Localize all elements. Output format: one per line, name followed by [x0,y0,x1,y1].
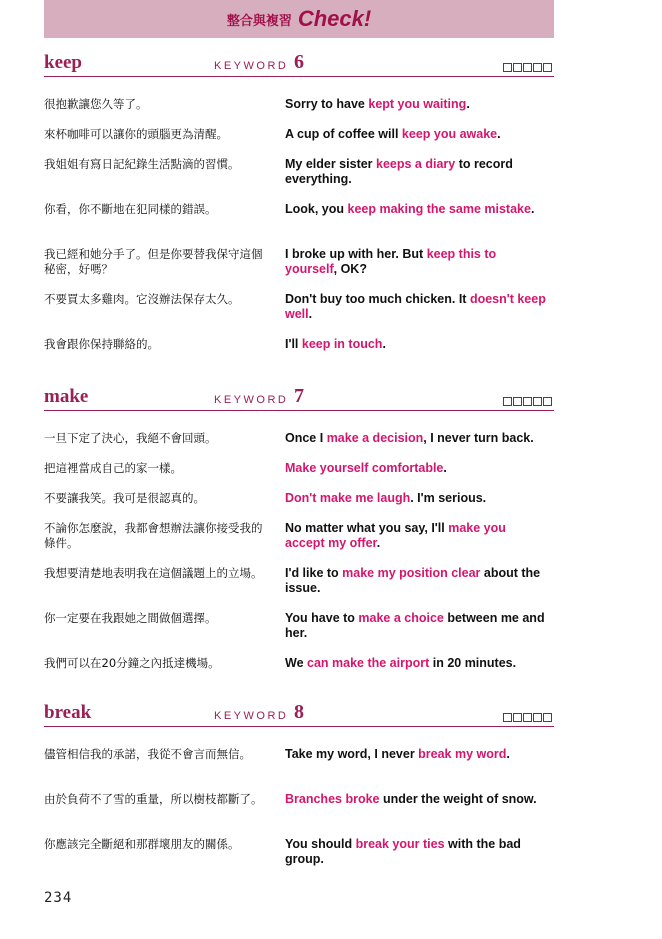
section-keep [44,51,554,351]
chinese-sentence: 你一定要在我跟她之間做個選擇。 [44,611,217,625]
review-checkbox[interactable] [503,63,512,72]
review-checkbox[interactable] [503,713,512,722]
header-title-en: Check! [297,6,372,31]
highlighted-phrase: Make yourself comfortable [285,461,444,475]
section-break [44,701,554,866]
section-header [44,52,554,77]
english-sentence [285,656,547,671]
english-sentence [285,566,547,596]
sentence-text: I broke up with her. But [285,247,427,261]
review-checkbox[interactable] [523,63,532,72]
sentence-text: in 20 minutes. [429,656,517,670]
keyword-label: KEYWORD [214,394,289,406]
chinese-sentence: 我已經和她分手了。但是你要替我保守這個秘密，好嗎？ [44,247,263,276]
english-sentence [285,337,547,352]
chinese-sentence: 我姐姐有寫日記紀錄生活點滴的習慣。 [44,157,240,171]
keyword-title: make [44,386,89,407]
keyword-number: 8 [294,701,304,723]
english-sentence [285,202,547,217]
highlighted-phrase: can make the airport [307,656,430,670]
keyword-title: keep [44,52,82,73]
sentence-text: , I never turn back. [423,431,534,445]
section-header [44,702,554,727]
chinese-sentence: 我們可以在20分鐘之內抵達機場。 [44,656,220,670]
sentence-text: with the bad group. [285,837,521,866]
sentence-text: My elder sister [285,157,377,171]
sentence-text: Once I [285,431,327,445]
english-sentence [285,247,547,277]
highlighted-phrase: keep making the same mistake [347,202,531,216]
review-checkbox[interactable] [543,63,552,72]
highlighted-phrase: Don't make me laugh [285,491,411,505]
review-checkbox[interactable] [513,713,522,722]
review-checkbox[interactable] [513,397,522,406]
english-sentence [285,837,547,867]
sentence-text: . [497,127,501,141]
sentence-text: about the issue. [285,566,541,595]
review-checkboxes [503,713,552,722]
page-number: 234 [44,890,73,906]
review-checkbox[interactable] [543,397,552,406]
section-make [44,385,554,670]
header-title-zh: 整合與複習 [226,13,292,29]
highlighted-phrase: keep this to yourself [285,247,497,276]
sentence-text: . [466,97,470,111]
english-sentence [285,97,547,112]
sentence-text: between me and her. [285,611,545,640]
chinese-sentence: 你應該完全斷絕和那群壞朋友的關係。 [44,837,240,851]
chinese-sentence: 來杯咖啡可以讓你的頭腦更為清醒。 [44,127,228,141]
review-checkbox[interactable] [503,397,512,406]
sentence-text: to record everything. [285,157,513,186]
sentence-text: Don't buy too much chicken. It [285,292,470,306]
chinese-sentence: 我會跟你保持聯絡的。 [44,337,159,351]
review-checkbox[interactable] [533,713,542,722]
sentence-text: No matter what you say, I'll [285,521,449,535]
sentence-text: Sorry to have [285,97,369,111]
english-sentence [285,747,547,762]
sentence-text: We [285,656,307,670]
sentence-text: . I'm serious. [410,491,487,505]
highlighted-phrase: break my word [418,747,507,761]
english-sentence [285,611,547,641]
review-checkbox[interactable] [513,63,522,72]
section-header [44,386,554,411]
keyword-number: 7 [294,385,304,407]
chinese-sentence: 你看，你不斷地在犯同樣的錯誤。 [44,202,217,216]
sentence-text: Take my word, I never [285,747,419,761]
review-checkbox[interactable] [543,713,552,722]
highlighted-phrase: keep in touch [301,337,383,351]
sentence-text: You have to [285,611,359,625]
highlighted-phrase: kept you waiting [368,97,467,111]
chinese-sentence: 由於負荷不了雪的重量，所以樹枝都斷了。 [44,792,263,806]
sentence-text: . [382,337,386,351]
review-checkboxes [503,397,552,406]
review-checkbox[interactable] [533,397,542,406]
header-banner [44,0,554,38]
sentence-text: , OK? [333,262,367,276]
english-sentence [285,431,547,446]
highlighted-phrase: Branches broke [285,792,380,806]
highlighted-phrase: doesn't keep well [285,292,546,321]
sentence-text: under the weight of snow. [379,792,537,806]
highlighted-phrase: break your ties [355,837,445,851]
highlighted-phrase: keeps a diary [376,157,456,171]
highlighted-phrase: make my position clear [342,566,481,580]
highlighted-phrase: make a decision [326,431,424,445]
keyword-label: KEYWORD [214,60,289,72]
highlighted-phrase: make a choice [358,611,444,625]
english-sentence [285,521,547,551]
review-checkbox[interactable] [533,63,542,72]
keyword-label: KEYWORD [214,710,289,722]
chinese-sentence: 一旦下定了決心，我絕不會回頭。 [44,431,217,445]
sentence-text: I'll [285,337,302,351]
chinese-sentence: 儘管相信我的承諾，我從不會言而無信。 [44,747,251,761]
sentence-text: I'd like to [285,566,343,580]
chinese-sentence: 不論你怎麼說，我都會想辦法讓你接受我的條件。 [44,521,263,550]
review-checkbox[interactable] [523,713,532,722]
sentence-text: . [308,307,313,321]
english-sentence [285,792,547,807]
highlighted-phrase: keep you awake [401,127,498,141]
sentence-text: . [506,747,510,761]
english-sentence [285,461,547,476]
english-sentence [285,157,547,187]
sentence-text: . [443,461,447,475]
chinese-sentence: 不要買太多雞肉。它沒辦法保存太久。 [44,292,240,306]
chinese-sentence: 我想要清楚地表明我在這個議題上的立場。 [44,566,263,580]
english-sentence [285,491,547,506]
sentence-text: . [530,202,535,216]
english-sentence [285,127,547,142]
sentence-text: You should [285,837,356,851]
review-checkbox[interactable] [523,397,532,406]
english-sentence [285,292,547,322]
chinese-sentence: 把這裡當成自己的家一樣。 [44,461,182,475]
keyword-title: break [44,702,92,723]
sentence-text: Look, you [285,202,348,216]
sentence-text: . [376,536,381,550]
keyword-number: 6 [294,51,304,73]
sentence-text: A cup of coffee will [285,127,402,141]
review-checkboxes [503,63,552,72]
chinese-sentence: 不要讓我笑。我可是很認真的。 [44,491,205,505]
highlighted-phrase: make you accept my offer [285,521,506,550]
chinese-sentence: 很抱歉讓您久等了。 [44,97,148,111]
